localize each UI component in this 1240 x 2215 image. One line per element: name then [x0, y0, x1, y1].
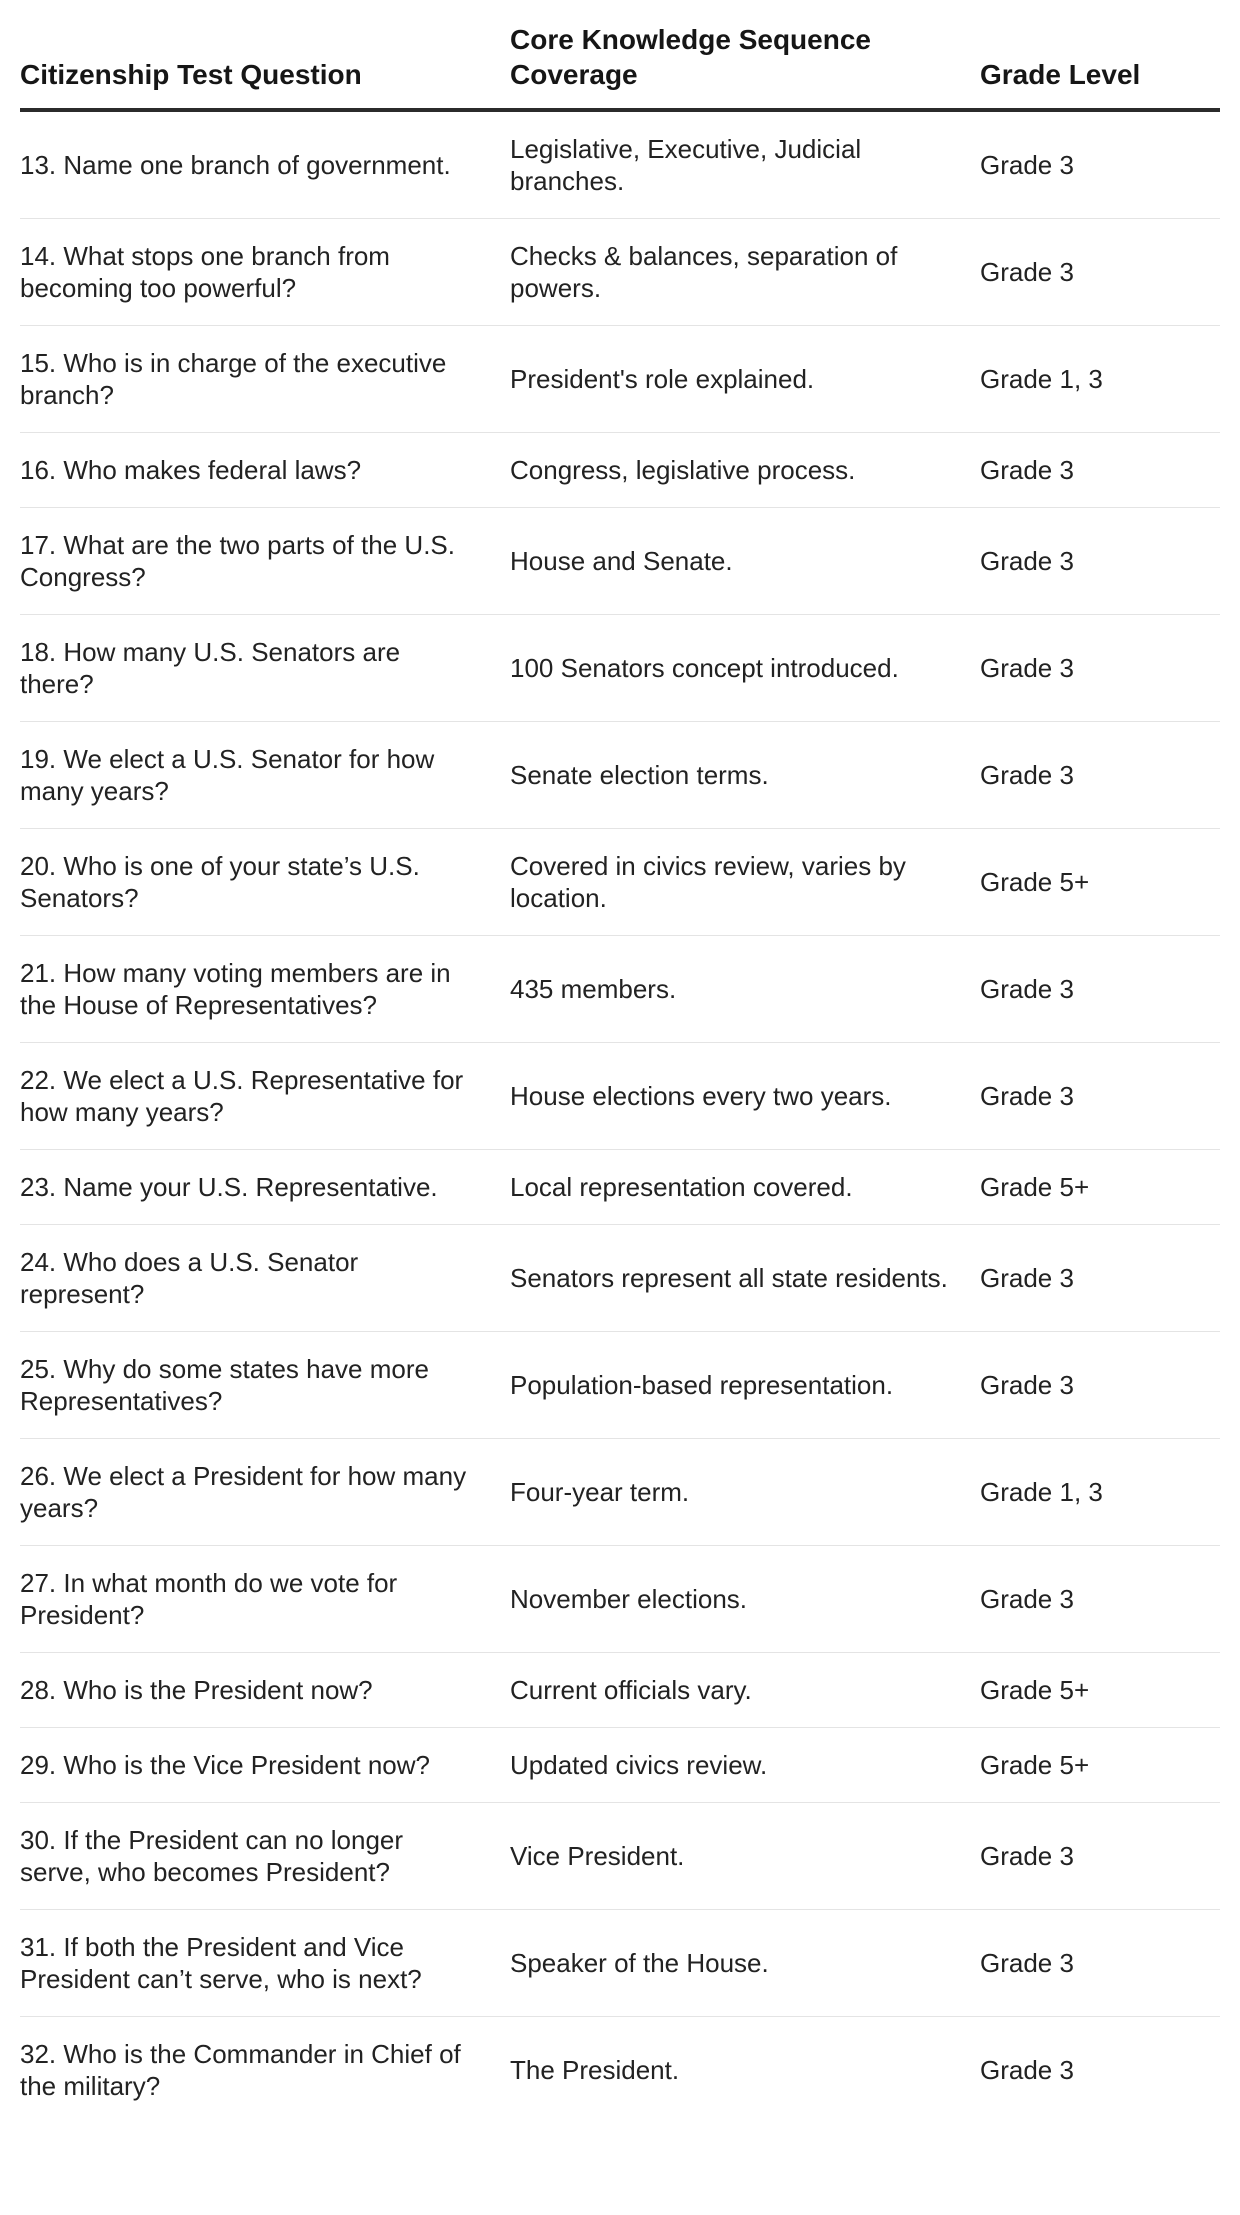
table-row	[20, 219, 1220, 326]
cell-coverage: Covered in civics review, varies by location.	[510, 829, 980, 936]
cell-coverage: Vice President.	[510, 1803, 980, 1910]
cell-question: 16. Who makes federal laws?	[20, 433, 510, 508]
cell-coverage: Checks & balances, separation of powers.	[510, 219, 980, 326]
table-row	[20, 1728, 1220, 1803]
cell-coverage: The President.	[510, 2055, 680, 2085]
cell-question: 21. How many voting members are in the House of Representatives?	[20, 936, 510, 1043]
cell-question: 14. What stops one branch from becoming too powerful?	[20, 219, 510, 326]
cell-coverage: Current officials vary.	[510, 1653, 980, 1728]
cell-coverage: House elections every two years.	[510, 1043, 980, 1150]
table-row	[20, 1653, 1220, 1728]
header-grade-level: Grade Level	[980, 22, 1220, 110]
cell-grade-level: Grade 3	[980, 936, 1220, 1043]
cell-question: 25. Why do some states have more Representatives?	[20, 1332, 510, 1439]
cell-grade-level: Grade 5+	[980, 1653, 1220, 1728]
cell-question: 22. We elect a U.S. Representative for how many years?	[20, 1043, 510, 1150]
cell-grade-level: Grade 5+	[980, 1728, 1220, 1803]
cell-question: 15. Who is in charge of the executive branch?	[20, 326, 510, 433]
cell-grade-level: Grade 3	[980, 508, 1220, 615]
header-row	[20, 22, 1220, 110]
cell-coverage: 100 Senators concept introduced.	[510, 615, 980, 722]
table-row	[20, 829, 1220, 936]
cell-coverage: House and Senate.	[510, 508, 980, 615]
cell-grade-level: Grade 3	[980, 1803, 1220, 1910]
cell-question: 18. How many U.S. Senators are there?	[20, 615, 510, 722]
cell-question: 26. We elect a President for how many years?	[20, 1439, 510, 1546]
cell-coverage: President's role explained.	[510, 326, 980, 433]
table-row	[20, 1439, 1220, 1546]
cell-grade-level: Grade 3	[980, 219, 1220, 326]
table-row	[20, 1150, 1220, 1225]
table-row	[20, 2017, 1220, 2124]
cell-question: 32. Who is the Commander in Chief of the military?	[20, 2039, 461, 2101]
citizenship-coverage-table	[20, 22, 1220, 2123]
table-row	[20, 936, 1220, 1043]
cell-grade-level: Grade 3	[980, 433, 1220, 508]
cell-coverage: Four-year term.	[510, 1439, 980, 1546]
cell-question: 24. Who does a U.S. Senator represent?	[20, 1225, 510, 1332]
cell-grade-level: Grade 1, 3	[980, 1439, 1220, 1546]
cell-grade-level: Grade 5+	[980, 1150, 1220, 1225]
cell-question: 20. Who is one of your state’s U.S. Senators?	[20, 829, 510, 936]
cell-grade-level: Grade 3	[980, 1546, 1220, 1653]
cell-question: 31. If both the President and Vice President can’t serve, who is next?	[20, 1910, 510, 2017]
cell-grade-level: Grade 3	[980, 1225, 1220, 1332]
table-row	[20, 433, 1220, 508]
cell-coverage: Senate election terms.	[510, 722, 980, 829]
table-row	[20, 615, 1220, 722]
table-row	[20, 110, 1220, 219]
cell-coverage: November elections.	[510, 1546, 980, 1653]
table-row	[20, 1332, 1220, 1439]
cell-grade-level: Grade 3	[980, 722, 1220, 829]
cell-question: 30. If the President can no longer serve, who becomes President?	[20, 1803, 510, 1910]
header-question: Citizenship Test Question	[20, 22, 510, 110]
cell-question: 29. Who is the Vice President now?	[20, 1728, 510, 1803]
table-body	[20, 110, 1220, 2123]
table-row	[20, 1803, 1220, 1910]
cell-coverage: Population-based representation.	[510, 1332, 980, 1439]
cell-grade-level: Grade 3	[980, 110, 1220, 219]
table-header	[20, 22, 1220, 110]
cell-question: 13. Name one branch of government.	[20, 110, 510, 219]
cell-grade-level: Grade 1, 3	[980, 326, 1220, 433]
cell-coverage: Speaker of the House.	[510, 1910, 980, 2017]
cell-coverage: 435 members.	[510, 936, 980, 1043]
cell-grade-level: Grade 3	[980, 615, 1220, 722]
cell-grade-level: Grade 3	[980, 1910, 1220, 2017]
table-row	[20, 326, 1220, 433]
cell-grade-level: Grade 3	[980, 2055, 1074, 2085]
cell-question: 28. Who is the President now?	[20, 1653, 510, 1728]
table-row	[20, 508, 1220, 615]
table-row	[20, 722, 1220, 829]
table-row	[20, 1910, 1220, 2017]
table-row	[20, 1546, 1220, 1653]
table-row	[20, 1225, 1220, 1332]
cell-question: 17. What are the two parts of the U.S. Congress?	[20, 508, 510, 615]
cell-question: 23. Name your U.S. Representative.	[20, 1150, 510, 1225]
table-row	[20, 1043, 1220, 1150]
cell-coverage: Updated civics review.	[510, 1728, 980, 1803]
header-coverage: Core Knowledge Sequence Coverage	[510, 22, 980, 110]
cell-coverage: Legislative, Executive, Judicial branches.	[510, 110, 980, 219]
cell-coverage: Congress, legislative process.	[510, 433, 980, 508]
cell-grade-level: Grade 3	[980, 1043, 1220, 1150]
cell-coverage: Local representation covered.	[510, 1150, 980, 1225]
cell-question: 19. We elect a U.S. Senator for how many years?	[20, 722, 510, 829]
cell-grade-level: Grade 3	[980, 1332, 1220, 1439]
cell-grade-level: Grade 5+	[980, 829, 1220, 936]
cell-coverage: Senators represent all state residents.	[510, 1225, 980, 1332]
cell-question: 27. In what month do we vote for President?	[20, 1546, 510, 1653]
